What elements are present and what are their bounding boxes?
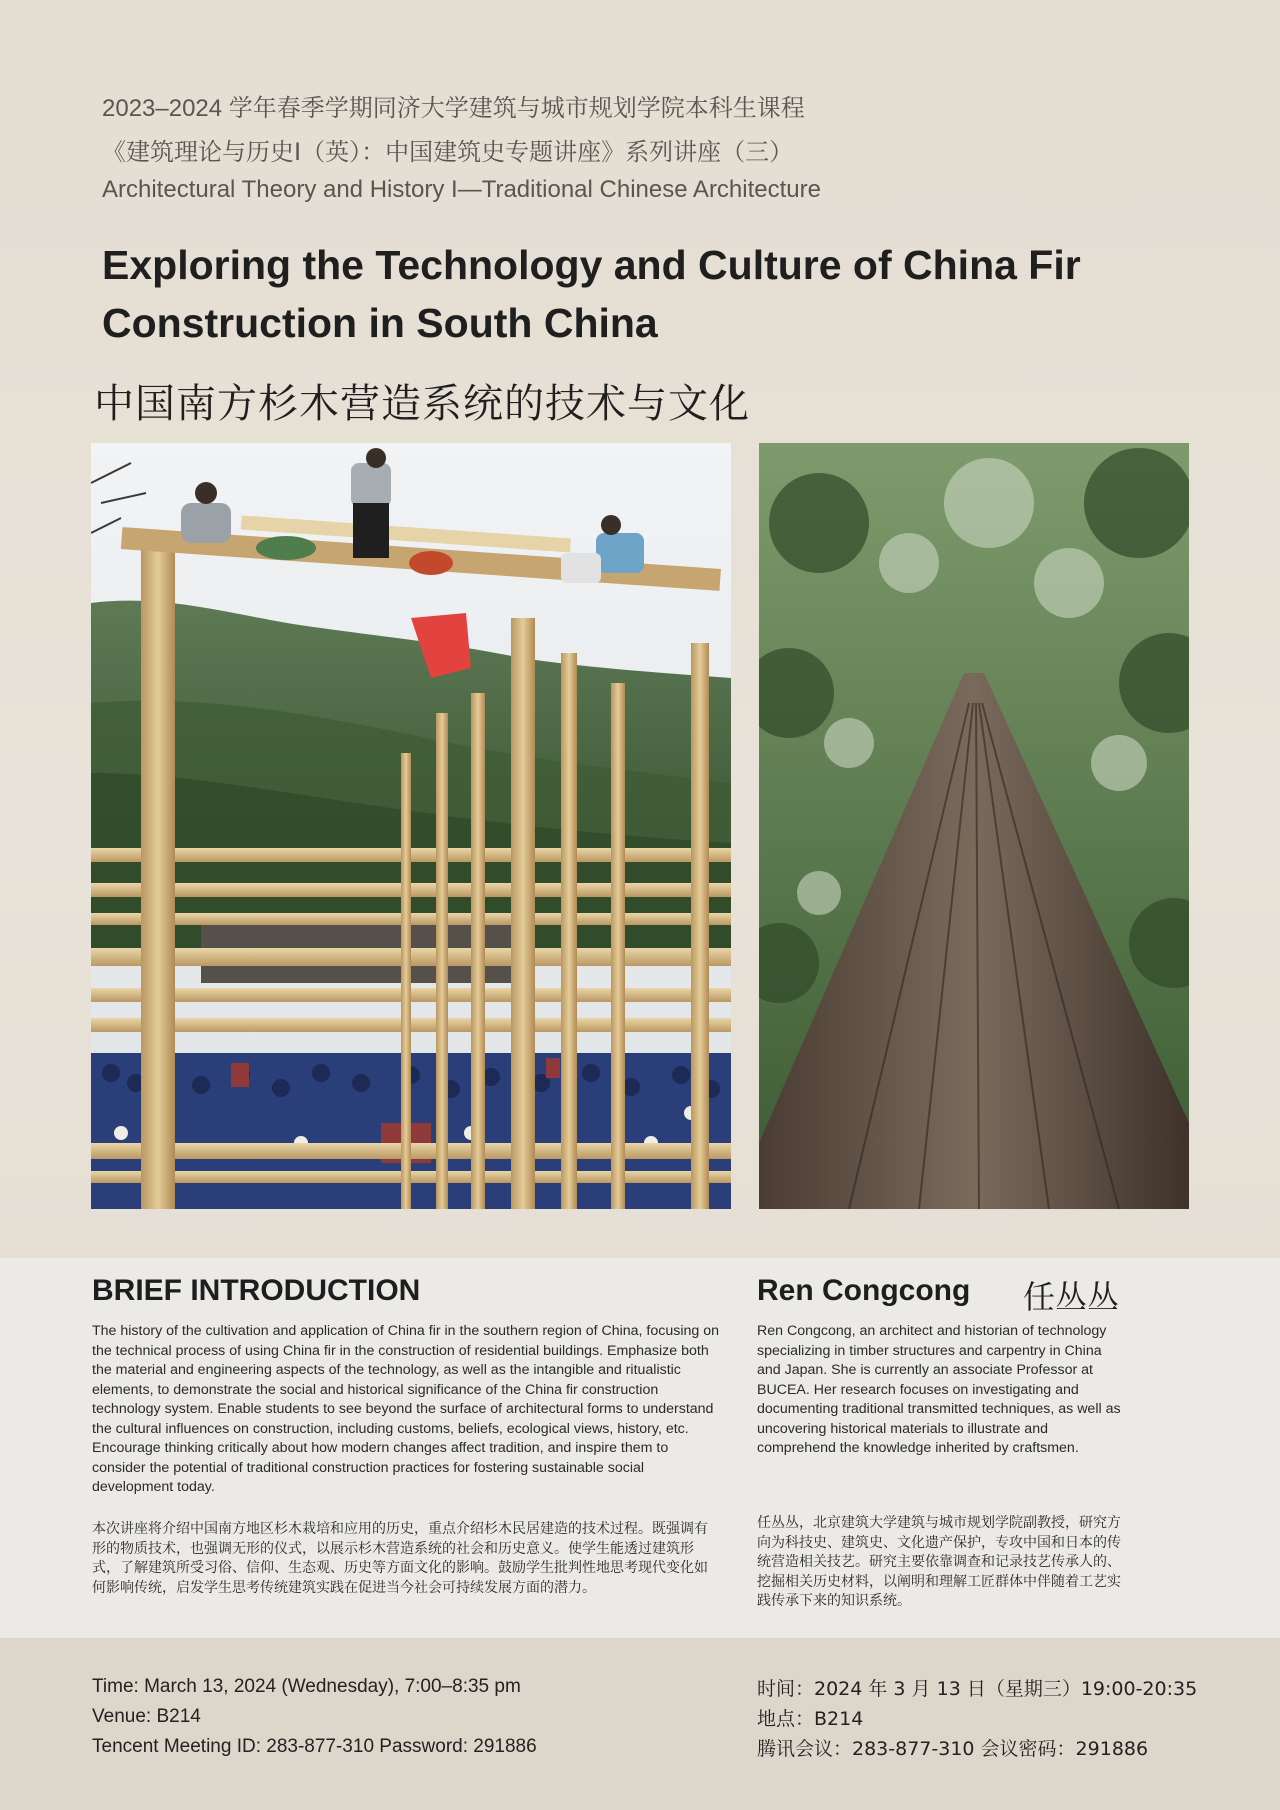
course-line-zh-1: 2023–2024 学年春季学期同济大学建筑与城市规划学院本科生课程 (102, 95, 805, 122)
speaker-bio-zh: 任丛丛，北京建筑大学建筑与城市规划学院副教授，研究方向为科技史、建筑史、文化遗产保护，专攻中国和日本的传统营造相关技艺。研究主要依靠调查和记录技艺传承人的、挖掘相关历史材料，以阐明和理解工匠群体中伴随着工艺实践传承下来的知识系统。 (757, 1515, 1121, 1609)
course-line-zh-2: 《建筑理论与历史Ⅰ（英）：中国建筑史专题讲座》系列讲座（三） (102, 139, 794, 166)
venue-zh: 地点：B214 (757, 1708, 864, 1730)
brief-introduction-heading: BRIEF INTRODUCTION (92, 1274, 421, 1307)
speaker-name-en: Ren Congcong (757, 1274, 971, 1307)
construction-photo (91, 443, 731, 1209)
speaker-name-zh: 任丛丛 (1023, 1278, 1120, 1316)
meeting-id-en: Tencent Meeting ID: 283-877-310 Password: 291886 (92, 1736, 537, 1757)
course-line-en: Architectural Theory and History I—Traditional Chinese Architecture (102, 176, 821, 203)
meeting-id-zh: 腾讯会议：283-877-310 会议密码：291886 (757, 1738, 1149, 1760)
china-fir-tree-photo (759, 443, 1189, 1209)
venue-en: Venue: B214 (92, 1706, 201, 1727)
time-zh: 时间：2024 年 3 月 13 日（星期三）19:00-20:35 (757, 1678, 1198, 1700)
introduction-text-en: The history of the cultivation and application of China fir in the southern region of China, focusing on the technical process of using China fir in the construction of residential buildings. Emphasize both the material and engineering aspects of the technology, as well as the intangible and ritualistic elements, to demonstrate the social and historical significance of the China fir construction technology system. Enable students to see beyond the surface of architectural forms to understand the cultural influences on construction, including customs, beliefs, ecological views, history, etc. Encourage thinking critically about how modern changes affect tradition, and inspire them to consider the potential of traditional construction practices for fostering sustainable social development today. (92, 1323, 719, 1495)
lecture-title-en: Exploring the Technology and Culture of China Fir Construction in South China (102, 242, 1081, 346)
lecture-title-zh: 中国南方杉木营造系统的技术与文化 (94, 381, 750, 427)
time-en: Time: March 13, 2024 (Wednesday), 7:00–8:35 pm (92, 1676, 521, 1697)
speaker-bio-en: Ren Congcong, an architect and historian of technology specializing in timber structures and carpentry in China and Japan. She is currently an associate Professor at BUCEA. Her research focuses on investigating and documenting traditional transmitted techniques, as well as uncovering historical materials to illustrate and comprehend the knowledge inherited by craftsmen. (757, 1323, 1121, 1456)
introduction-text-zh: 本次讲座将介绍中国南方地区杉木栽培和应用的历史，重点介绍杉木民居建造的技术过程。既强调有形的物质技术，也强调无形的仪式，以展示杉木营造系统的社会和历史意义。使学生能透过建筑形式，了解建筑所受习俗、信仰、生态观、历史等方面文化的影响。鼓励学生批判性地思考现代变化如何影响传统，启发学生思考传统建筑实践在促进当今社会可持续发展方面的潜力。 (92, 1521, 708, 1596)
